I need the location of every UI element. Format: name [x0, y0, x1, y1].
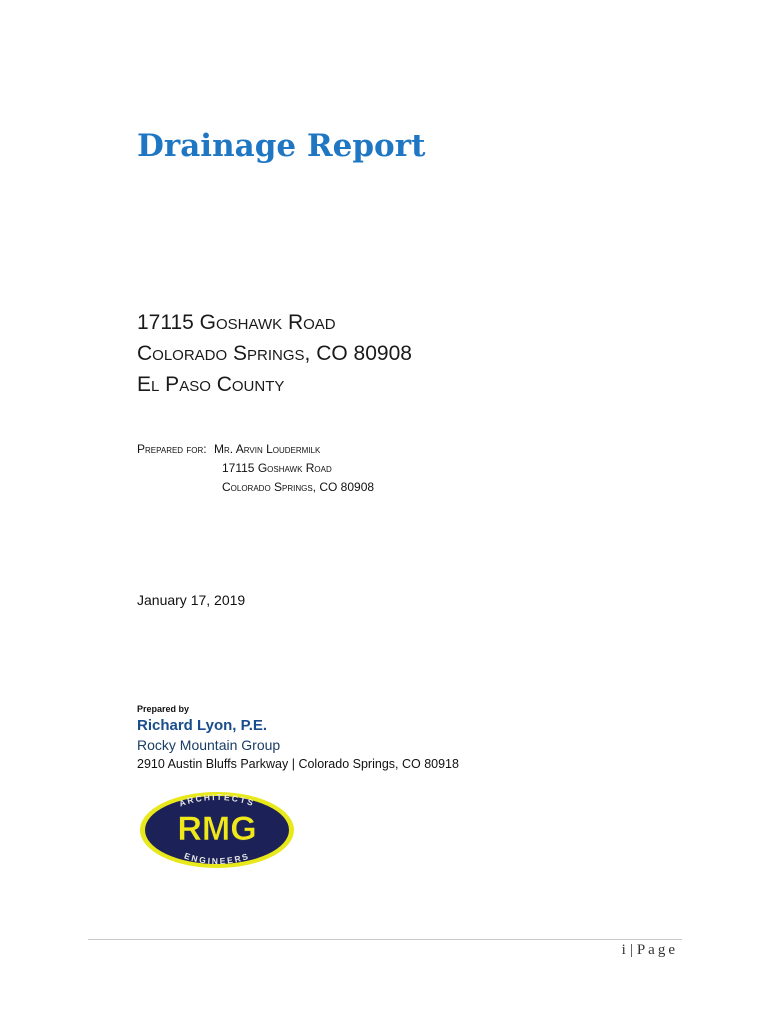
report-title: Drainage Report: [137, 128, 426, 164]
page-number-footer: [622, 942, 678, 959]
report-date: January 17, 2019: [137, 592, 246, 608]
footer-divider: [88, 939, 682, 940]
logo-bottom-text: ENGINEERS: [182, 850, 252, 867]
client-name: Mr. Arvin Loudermilk: [213, 442, 321, 456]
prepared-by-label: Prepared by: [137, 704, 190, 714]
client-address-line-2: Colorado Springs, CO 80908: [222, 480, 375, 494]
page-number: i: [621, 942, 626, 958]
site-address-line-1: 17115 Goshawk Road: [137, 311, 336, 334]
page-word: Page: [636, 942, 678, 958]
logo-main-text: RMG: [177, 810, 257, 848]
logo-top-text: ARCHITECTS: [177, 791, 257, 809]
prepared-for-block: [137, 442, 320, 456]
company-name: Rocky Mountain Group: [137, 737, 281, 753]
prepared-for-label: Prepared for:: [137, 442, 207, 456]
site-address-line-3: El Paso County: [137, 373, 285, 396]
client-address-line-1: 17115 Goshawk Road: [222, 461, 332, 475]
site-address-line-2: Colorado Springs, CO 80908: [137, 342, 412, 365]
rmg-logo: [137, 790, 297, 870]
company-address: 2910 Austin Bluffs Parkway | Colorado Springs, CO 80918: [137, 757, 459, 771]
page-separator: |: [629, 942, 633, 958]
preparer-name: Richard Lyon, P.E.: [137, 717, 268, 734]
